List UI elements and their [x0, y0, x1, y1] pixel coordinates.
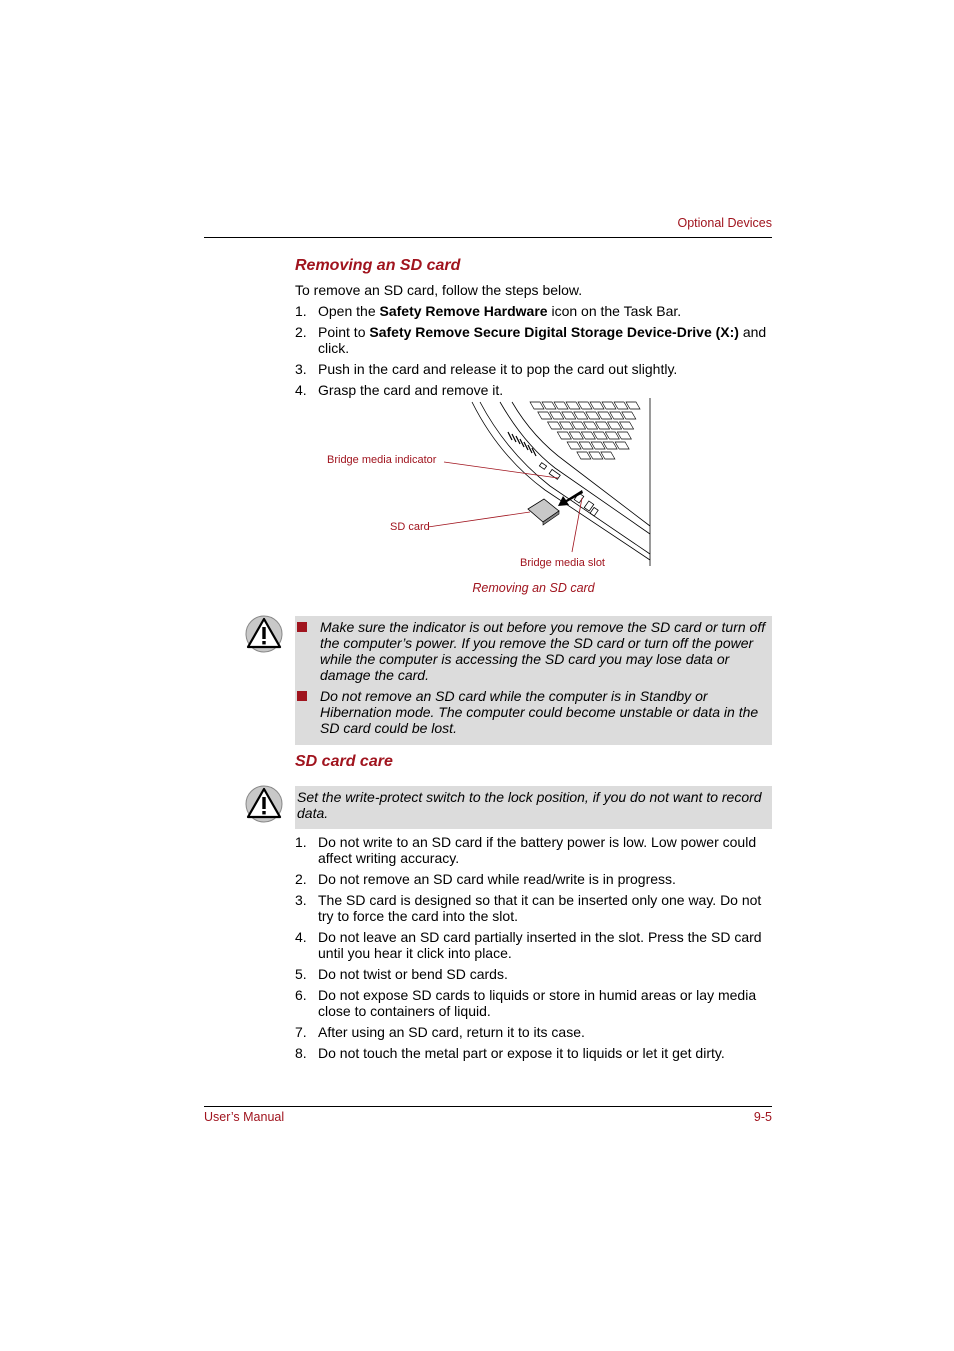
bullet-square-icon [297, 622, 307, 632]
bullet-square-icon [297, 691, 307, 701]
list-item: 4. Grasp the card and remove it. [295, 382, 504, 398]
list-item: 2. Do not remove an SD card while read/write is in progress. [295, 871, 676, 887]
sd-card-shape [528, 499, 559, 525]
warning-item: Make sure the indicator is out before you remove the SD card or turn off the computer’s power. If you remove the SD card or turn off the power while the computer is accessing the SD card you may lose data or damage the card. [295, 619, 768, 683]
footer-rule [204, 1106, 772, 1107]
list-item: 7. After using an SD card, return it to its case. [295, 1024, 585, 1040]
label-sd-card: SD card [390, 521, 430, 533]
running-header: Optional Devices [677, 216, 772, 230]
label-bridge-media-slot: Bridge media slot [520, 557, 605, 569]
figure-caption: Removing an SD card [472, 581, 595, 595]
care-steps [295, 834, 772, 1061]
label-bridge-media-indicator: Bridge media indicator [327, 454, 437, 466]
page-number: 9-5 [753, 1110, 772, 1124]
list-item: 3. Push in the card and release it to pop the card out slightly. [295, 361, 678, 377]
warning-triangle-icon [244, 614, 284, 654]
removal-arrow-icon [558, 490, 583, 506]
list-item: 2. Point to Safety Remove Secure Digital Storage Device-Drive (X:) and click. [295, 324, 767, 356]
list-item: 5. Do not twist or bend SD cards. [295, 966, 508, 982]
section-heading-removing: Removing an SD card [295, 257, 461, 274]
warning-item: Do not remove an SD card while the computer is in Standby or Hibernation mode. The computer could become unstable or data in the SD card could be lost. [295, 688, 768, 736]
list-item: 4. Do not leave an SD card partially inserted in the slot. Press the SD card until you hear it click into place. [295, 929, 762, 961]
sd-card-removal-illustration [300, 398, 660, 566]
list-item: 1. Open the Safety Remove Hardware icon on the Task Bar. [295, 303, 682, 319]
list-item: 1. Do not write to an SD card if the battery power is low. Low power could affect writing accuracy. [295, 834, 757, 866]
list-item: 6. Do not expose SD cards to liquids or store in humid areas or lay media close to containers of liquid. [295, 987, 757, 1019]
removing-intro: To remove an SD card, follow the steps below. [295, 282, 583, 298]
section-heading-care: SD card care [295, 753, 393, 770]
header-rule [204, 237, 772, 238]
warning-box [295, 616, 772, 745]
care-note-box [295, 786, 772, 829]
list-item: 3. The SD card is designed so that it can be inserted only one way. Do not try to force the card into the slot. [295, 892, 762, 924]
warning-triangle-icon [244, 784, 284, 824]
footer-manual-title: User’s Manual [204, 1110, 285, 1124]
removing-steps [295, 303, 772, 398]
care-note-text: Set the write-protect switch to the lock position, if you do not want to record data. [297, 789, 762, 821]
list-item: 8. Do not touch the metal part or expose it to liquids or let it get dirty. [295, 1045, 725, 1061]
